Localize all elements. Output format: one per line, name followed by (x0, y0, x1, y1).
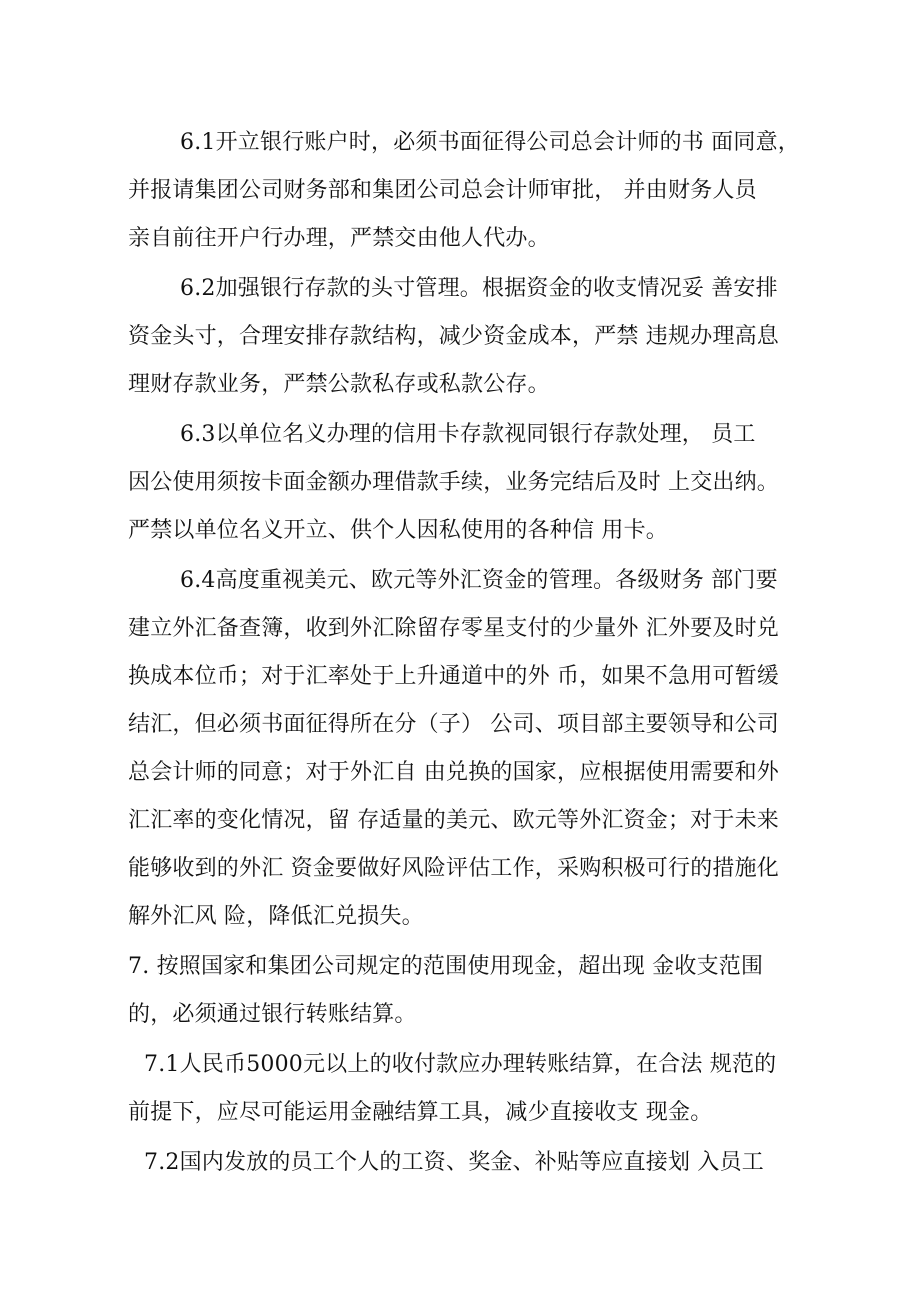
paragraph-6-1-line-2: 并报请集团公司财务部和集团公司总会计师审批， 并由财务人员 (128, 178, 757, 203)
paragraph-7-line-2: 的，必须通过银行转账结算。 (128, 1002, 417, 1027)
paragraph-6-2-line-2: 资金头寸，合理安排存款结构，减少资金成本，严禁 违规办理高息 (128, 324, 779, 349)
paragraph-6-2-line-1: 6.2加强银行存款的头寸管理。根据资金的收支情况妥 善安排 (180, 276, 778, 301)
paragraph-6-3-line-1: 6.3以单位名义办理的信用卡存款视同银行存款处理， 员工 (180, 422, 756, 447)
paragraph-6-4-line-1: 6.4高度重视美元、欧元等外汇资金的管理。各级财务 部门要 (180, 568, 778, 593)
paragraph-7-1-line-2: 前提下，应尽可能运用金融结算工具，减少直接收支 现金。 (128, 1100, 713, 1125)
paragraph-6-4-line-3: 换成本位币；对于汇率处于上升通道中的外 币，如果不急用可暂缓 (128, 664, 779, 689)
paragraph-6-3-line-3: 严禁以单位名义开立、供个人因私使用的各种信 用卡。 (128, 518, 668, 543)
paragraph-7-1-line-1: 7.1人民币5000元以上的收付款应办理转账结算，在合法 规范的 (144, 1052, 777, 1077)
paragraph-6-2-line-3: 理财存款业务，严禁公款私存或私款公存。 (128, 372, 550, 397)
paragraph-6-4-line-2: 建立外汇备查簿，收到外汇除留存零星支付的少量外 汇外要及时兑 (128, 616, 779, 641)
paragraph-6-4-line-5: 总会计师的同意；对于外汇自 由兑换的国家，应根据使用需要和外 (128, 760, 779, 785)
paragraph-7-2-line-1: 7.2国内发放的员工个人的工资、奖金、补贴等应直接划 入员工 (144, 1150, 764, 1175)
paragraph-6-1-line-1: 6.1开立银行账户时，必须书面征得公司总会计师的书 面同意， (180, 130, 800, 155)
paragraph-6-4-line-7: 能够收到的外汇 资金要做好风险评估工作，采购积极可行的措施化 (128, 856, 779, 881)
paragraph-7-line-1: 7. 按照国家和集团公司规定的范围使用现金，超出现 金收支范围 (128, 954, 764, 979)
paragraph-6-4-line-8: 解外汇风 险，降低汇兑损失。 (128, 904, 424, 929)
paragraph-6-4-line-4: 结汇，但必须书面征得所在分（子） 公司、项目部主要领导和公司 (128, 712, 779, 737)
paragraph-6-1-line-3: 亲自前往开户行办理，严禁交由他人代办。 (128, 226, 550, 251)
paragraph-6-4-line-6: 汇汇率的变化情况，留 存适量的美元、欧元等外汇资金；对于未来 (128, 808, 779, 833)
paragraph-6-3-line-2: 因公使用须按卡面金额办理借款手续，业务完结后及时 上交出纳。 (128, 470, 779, 495)
